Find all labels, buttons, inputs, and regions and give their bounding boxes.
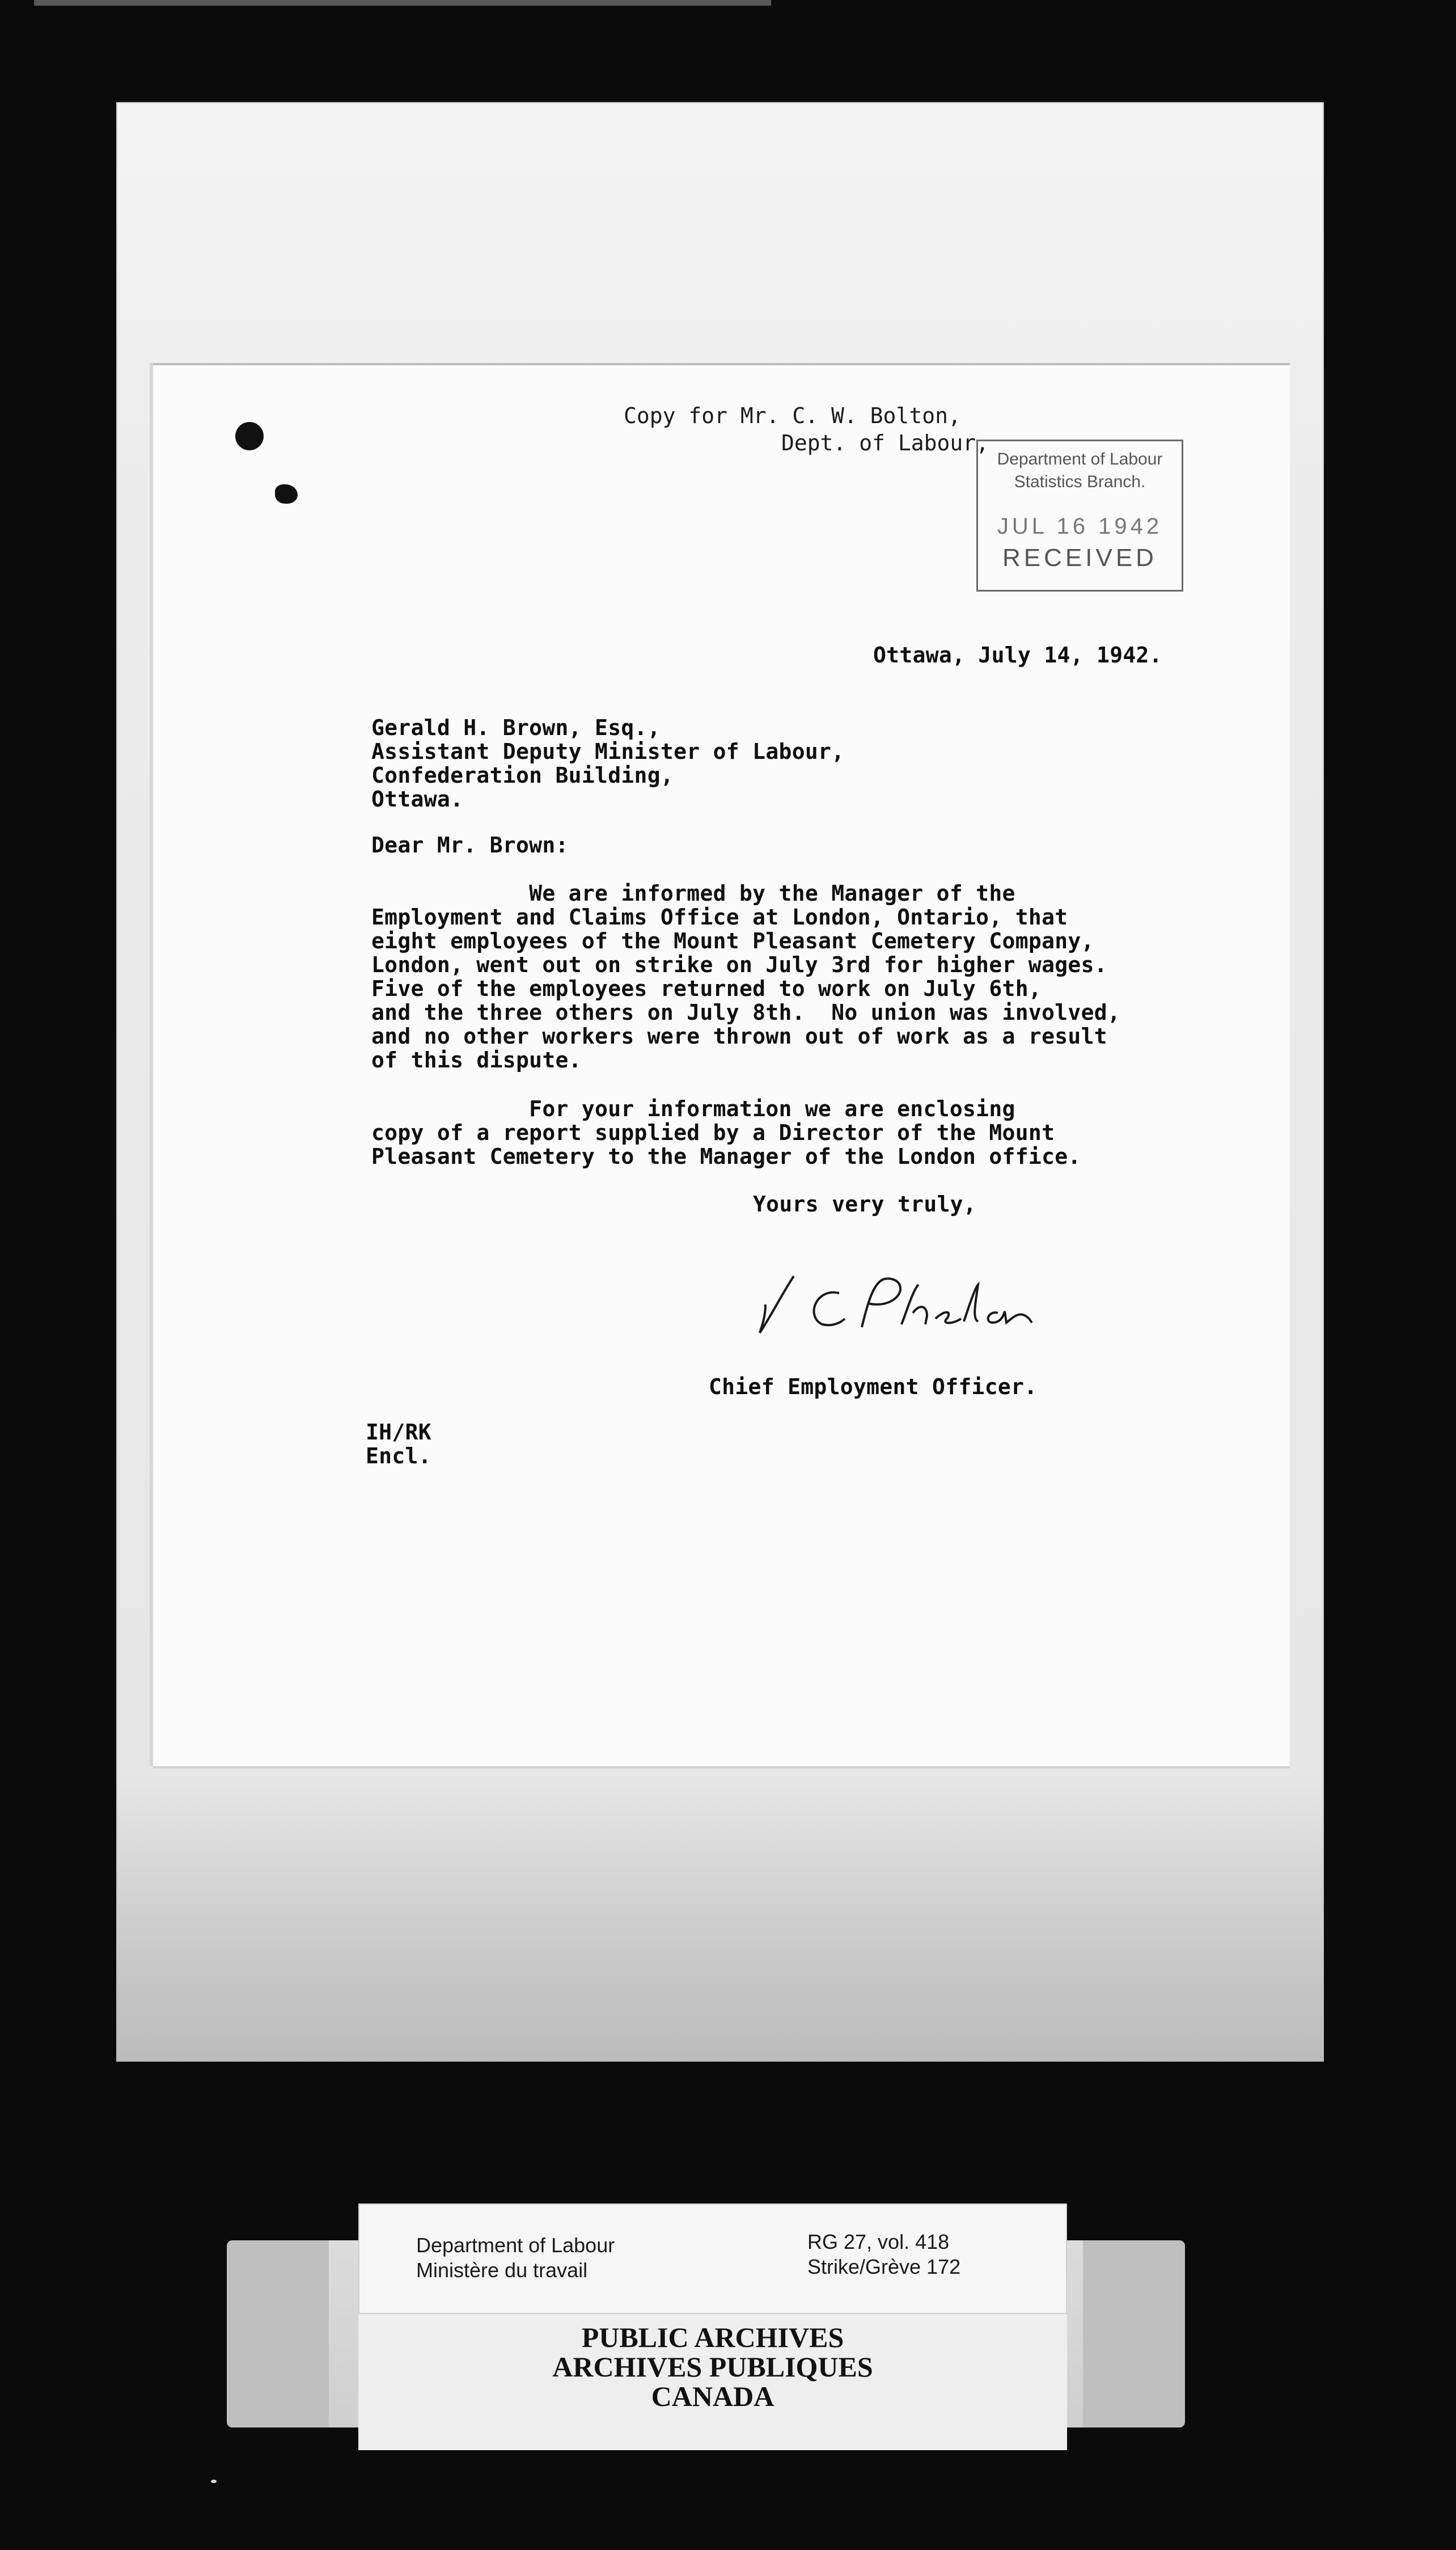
copy-note-line2: Dept. of Labour,: [781, 430, 989, 455]
address-line: Confederation Building,: [371, 763, 674, 788]
paragraph-line: Pleasant Cemetery to the Manager of the London office.: [371, 1144, 1081, 1169]
label-tab-right: [1083, 2240, 1185, 2427]
archive-line-en: PUBLIC ARCHIVES: [581, 2321, 844, 2353]
reference-initials: IH/RK: [366, 1420, 431, 1445]
archive-label-top: [358, 2203, 1067, 2314]
ink-blot: [275, 484, 298, 504]
stamp-branch: Statistics Branch.: [1014, 472, 1146, 491]
stamp-department: Department of Labour: [997, 450, 1163, 468]
archive-stamp: [358, 2323, 1067, 2411]
closing: Yours very truly,: [753, 1192, 977, 1217]
address-line: Ottawa.: [371, 787, 464, 812]
paragraph-line: We are informed by the Manager of the: [371, 881, 1015, 906]
stamp-date: JUL 16 1942: [997, 514, 1163, 539]
label-department-en: Department of Labour: [416, 2234, 615, 2257]
paragraph-line: and the three others on July 8th. No union was involved,: [371, 1000, 1121, 1025]
backing-shadow: [116, 1789, 1324, 2062]
paragraph-line: copy of a report supplied by a Director of the Mount: [371, 1120, 1055, 1145]
stamp-received: RECEIVED: [1002, 544, 1157, 572]
archive-line-country: CANADA: [651, 2380, 774, 2412]
paragraph-line: of this dispute.: [371, 1048, 582, 1073]
copy-note-line1: Copy for Mr. C. W. Bolton,: [624, 403, 961, 428]
signer-title: Chief Employment Officer.: [709, 1374, 1038, 1399]
label-volume-ref: RG 27, vol. 418: [807, 2230, 950, 2253]
paragraph-line: Five of the employees returned to work on July 6th,: [371, 976, 1042, 1001]
address-line: Assistant Deputy Minister of Labour,: [371, 739, 845, 764]
address-line: Gerald H. Brown, Esq.,: [371, 715, 661, 740]
label-department-fr: Ministère du travail: [416, 2258, 588, 2282]
handwritten-signature: [748, 1270, 1089, 1361]
dust-speck: [211, 2480, 217, 2483]
received-stamp: [976, 440, 1183, 592]
enclosure-note: Encl.: [366, 1443, 431, 1468]
paragraph-line: For your information we are enclosing: [371, 1096, 1015, 1121]
paragraph-line: Employment and Claims Office at London, Ontario, that: [371, 905, 1068, 930]
salutation: Dear Mr. Brown:: [371, 833, 569, 858]
label-strike-ref: Strike/Grève 172: [807, 2255, 961, 2278]
archive-line-fr: ARCHIVES PUBLIQUES: [552, 2351, 873, 2383]
punch-hole: [235, 422, 264, 450]
paragraph-line: London, went out on strike on July 3rd for higher wages.: [371, 952, 1107, 977]
paragraph-line: and no other workers were thrown out of work as a result: [371, 1024, 1107, 1049]
label-tab-left: [227, 2240, 329, 2427]
film-edge-strip: [34, 0, 771, 6]
paragraph-line: eight employees of the Mount Pleasant Cemetery Company,: [371, 928, 1094, 953]
letter-date: Ottawa, July 14, 1942.: [873, 643, 1162, 668]
